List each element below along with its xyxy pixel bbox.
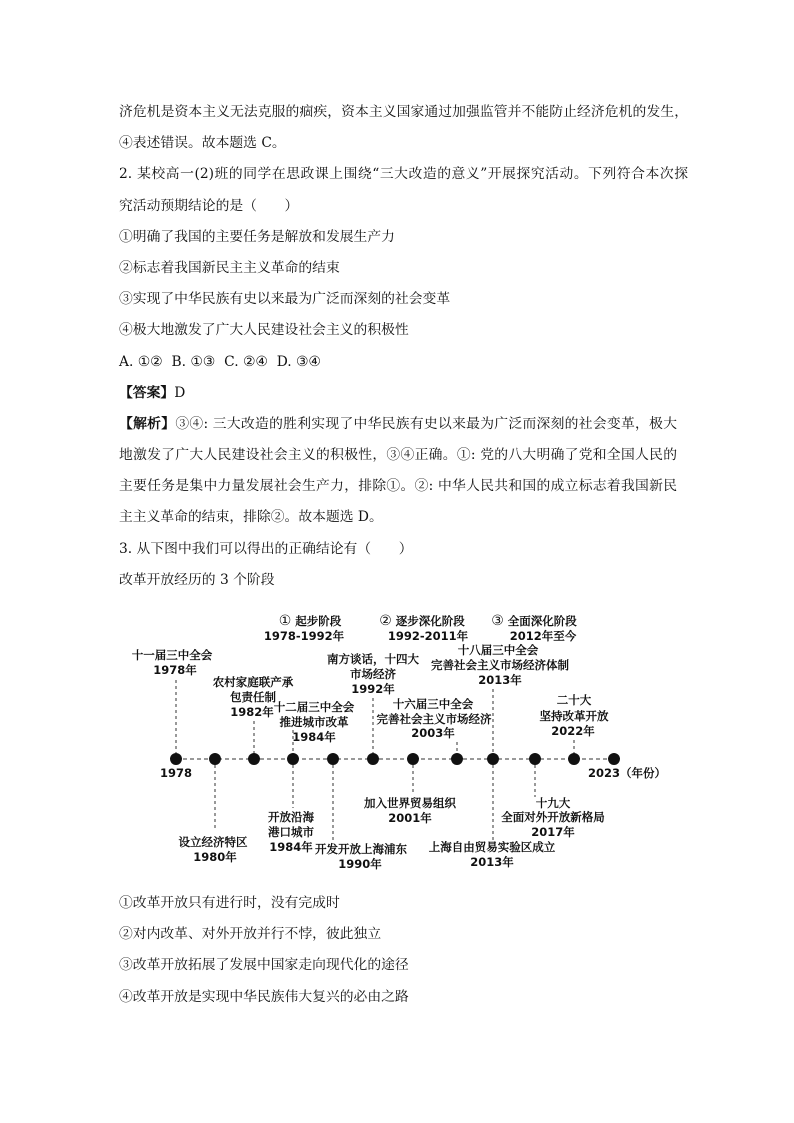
stage-title [279,613,342,629]
question-3-statement: ①改革开放只有进行时，没有完成时 [119,895,340,911]
answer-value: D [174,384,186,401]
event-year: 2001年 [388,811,432,825]
event-title: 十八届三中全会 [457,643,539,657]
stage-number: ① [278,613,292,629]
answer-label: 【答案】 [119,384,175,401]
text-block-bottom [119,888,409,1013]
event-title: 全面对外开放新格局 [501,810,605,824]
event-title: 完善社会主义市场经济 [376,712,492,726]
timeline-event-below [268,765,314,854]
axis-dot [568,753,580,765]
stage-years: 2012年至今 [509,629,577,643]
text-block-top [119,97,688,596]
question-2-choices [119,347,688,378]
event-title: 市场经济 [350,667,396,681]
event-title: 南方谈话，十四大 [327,652,419,666]
event-title: 十一届三中全会 [131,648,213,662]
stage-number: ② [379,613,392,629]
axis-dot [407,753,419,765]
timeline-event-above [540,693,609,753]
event-title: 设立经济特区 [178,835,248,849]
timeline-event-above [213,675,294,753]
choice-b: B. ①③ [171,353,216,370]
event-year: 1984年 [292,730,336,744]
previous-analysis-line: ④表述错误。故本题选 C。 [119,135,286,152]
stage-name: 逐步深化阶段 [395,614,465,628]
event-year: 2003年 [411,726,455,740]
event-title: 完善社会主义市场经济体制 [431,658,569,672]
axis-dot [248,753,260,765]
stage-label [379,613,468,643]
axis-dot [327,753,339,765]
axis-dot [487,753,499,765]
axis-dot [287,753,299,765]
event-title: 二十大 [556,693,592,707]
event-title: 十九大 [535,796,571,810]
event-year: 1990年 [338,857,382,871]
event-year: 1980年 [193,850,237,864]
timeline-event-below [363,765,456,825]
question-3-statement: ③改革开放拓展了发展中国家走向现代化的途径 [119,957,409,974]
event-year: 1978年 [153,663,197,677]
event-year: 1984年 [269,840,313,854]
question-2-statement: ②标志着我国新民主主义革命的结束 [119,259,340,276]
event-title: 农村家庭联产承 [212,675,294,689]
question-2-statement: ①明确了我国的主要任务是解放和发展生产力 [119,228,395,245]
stage-name: 起步阶段 [295,614,342,628]
axis-end-label: 2023（年份） [588,766,667,780]
stage-number: ③ [491,613,504,629]
analysis-line: 主要任务是集中力量发展社会生产力，排除①。②: 中华人民共和国的成立标志着我国新民 [119,478,677,495]
axis-dot [209,753,221,765]
axis-start-label: 1978 [159,766,193,780]
axis-dot [367,753,379,765]
stage-years: 1978-1992年 [263,629,345,643]
question-2-stem: 究活动预期结论的是（ ） [119,197,299,214]
axis-dot [451,753,463,765]
question-2-statement: ③实现了中华民族有史以来最为广泛而深刻的社会变革 [119,291,451,308]
event-title: 推进城市改革 [279,715,349,729]
analysis-line: 地激发了广大人民建设社会主义的积极性，③④正确。①: 党的八大明确了党和全国人民的 [119,447,677,464]
question-3-stem: 3. 从下图中我们可以得出的正确结论有（ ） [119,540,413,557]
event-year: 1982年 [230,705,274,719]
question-3-statement: ④改革开放是实现中华民族伟大复兴的必由之路 [119,988,409,1005]
stage-label [491,613,577,643]
answer-line [119,378,688,409]
timeline-event-above [132,648,213,753]
event-title: 开放沿海 [268,810,314,824]
event-year: 2013年 [478,673,522,687]
analysis-line [119,409,677,440]
event-year: 2013年 [470,855,514,869]
axis-dot [170,753,182,765]
stage-label [264,613,345,643]
event-year: 2017年 [531,825,575,839]
axis-dot [608,753,620,765]
stage-title [379,613,465,629]
event-year: 1992年 [351,682,395,696]
analysis-text: ③④: 三大改造的胜利实现了中华民族有史以来最为广泛而深刻的社会变革，极大 [175,415,677,432]
event-title: 开发开放上海浦东 [315,842,407,856]
event-title: 包责任制 [230,690,276,704]
event-title: 上海自由贸易实验区成立 [428,840,556,854]
choice-c: C. ②④ [224,353,268,370]
question-2-statement: ④极大地激发了广大人民建设社会主义的积极性 [119,322,409,339]
question-2-stem: 2. 某校高一(2)班的同学在思政课上围绕“三大改造的意义”开展探究活动。下列符合本次探 [119,166,688,183]
choice-a: A. ①② [119,353,163,370]
reform-timeline-diagram [120,605,680,880]
analysis-line: 主主义革命的结束，排除②。故本题选 D。 [119,509,383,526]
event-year: 2022年 [551,724,595,738]
question-3-statement: ②对内改革、对外开放并行不悖，彼此独立 [119,926,382,943]
figure-caption: 改革开放经历的 3 个阶段 [119,571,275,588]
axis-dot [529,753,541,765]
timeline-event-above [377,697,492,753]
event-title: 十二届三中全会 [273,700,355,714]
previous-analysis-line: 济危机是资本主义无法克服的痼疾，资本主义国家通过加强监管并不能防止经济危机的发生， [119,104,688,120]
stage-name: 全面深化阶段 [507,614,577,628]
timeline-event-above [274,700,355,753]
analysis-label: 【解析】 [119,415,176,432]
event-title: 加入世界贸易组织 [364,796,456,810]
event-title: 坚持改革开放 [539,709,609,723]
stage-years: 1992-2011年 [387,629,469,643]
timeline-svg [120,605,680,880]
choice-d: D. ③④ [276,353,321,370]
stage-title [491,613,577,629]
event-title: 十六届三中全会 [392,697,474,711]
event-title: 港口城市 [268,825,314,839]
